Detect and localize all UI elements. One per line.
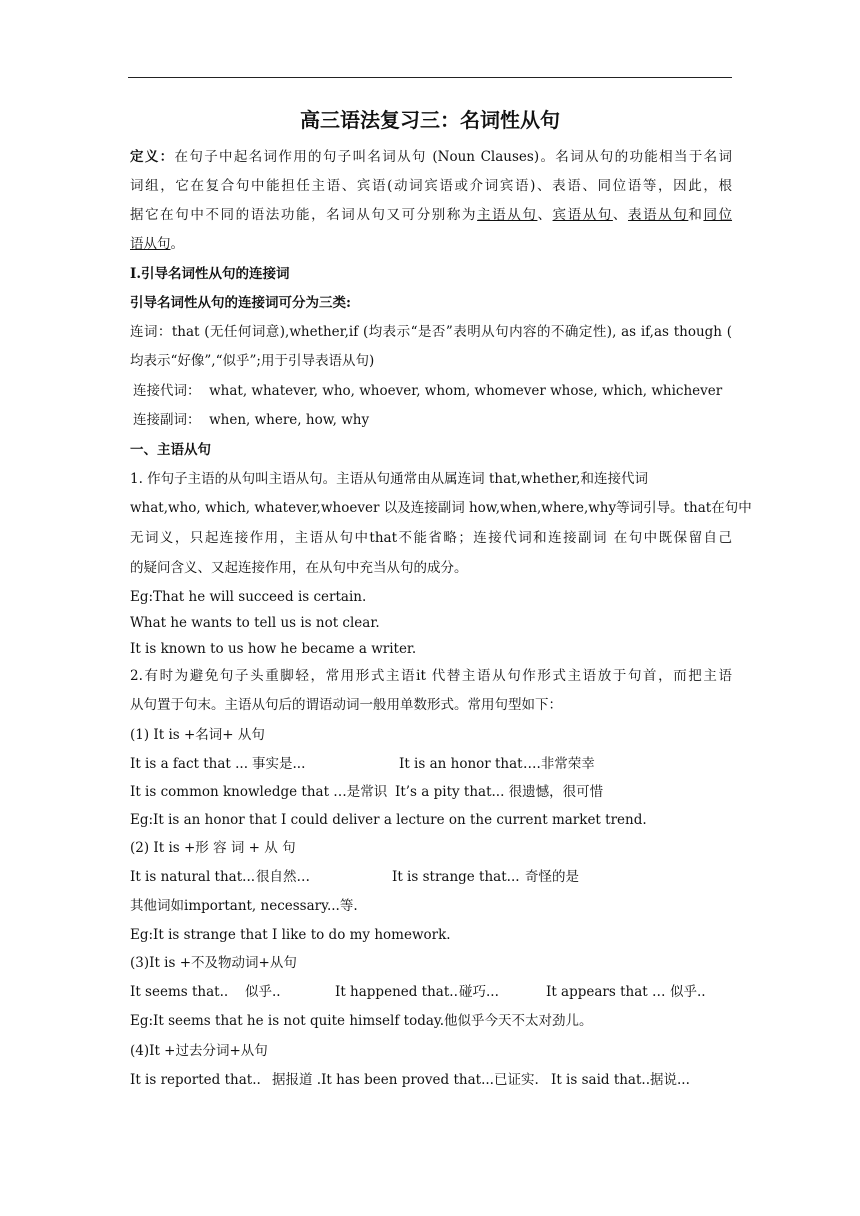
- definition-line-2: 词组，它在复合句中能担任主语、宾语(动词宾语或介词宾语)、表语、同位语等，因此，根: [130, 178, 732, 194]
- relative-adverbs-list: when, where, how, why: [209, 412, 370, 428]
- pattern-2-heading: (2) It is +形 容 词 + 从 句: [130, 840, 296, 856]
- relative-adverbs-label: 连接副词：: [133, 412, 201, 428]
- pattern-meaning: 碰巧...: [459, 984, 499, 1000]
- link-appositive-clause-part1: 同位: [703, 207, 733, 223]
- definition-text-3: 据它在句中不同的语法功能，名词从句又可分别称为: [130, 207, 478, 223]
- relative-pronouns-list: what, whatever, who, whoever, whom, whomever whose, which, whichever: [209, 383, 723, 399]
- pattern-item: It happened that..: [335, 984, 458, 1000]
- pattern-meaning: ….非常荣幸: [523, 756, 595, 772]
- conjunctions-line-1: 连词：that (无任何词意),whether,if (均表示“是否”表明从句内容的不确定性), as if,as though (: [130, 324, 732, 340]
- pattern-meaning: 似乎..: [245, 984, 281, 1000]
- period: 。: [170, 236, 184, 252]
- pattern-3-row-a: [130, 981, 732, 1003]
- subject-clause-p2-line-2: 从句置于句末。主语从句后的谓语动词一般用单数形式。常用句型如下：: [130, 697, 562, 713]
- relative-adverbs-line: [133, 409, 735, 431]
- pattern-meaning: 似乎..: [670, 984, 706, 1000]
- subject-clause-p1-line-1: 1. 作句子主语的从句叫主语从句。主语从句通常由从属连词 that,whether,和连接代词: [130, 471, 648, 487]
- pattern-4-row-a: [130, 1069, 732, 1091]
- section1-heading: I.引导名词性从句的连接词: [130, 266, 290, 282]
- pattern-meaning: 很自然…: [256, 869, 310, 885]
- subject-clause-heading: 一、主语从句: [130, 442, 211, 458]
- definition-line-1: [130, 146, 732, 168]
- pattern-1-example: Eg:It is an honor that I could deliver a lecture on the current market trend.: [130, 812, 647, 828]
- pattern-item: It is strange that...: [392, 869, 520, 885]
- definition-text-1: 在句子中起名词作用的句子叫名词从句 (Noun Clauses)。名词从句的功能相当于名词: [174, 149, 732, 165]
- subject-clause-p1-line-4: 的疑问含义、又起连接作用，在从句中充当从句的成分。: [130, 560, 468, 576]
- pattern-item: It’s a pity that... 很遗憾，很可惜: [395, 784, 604, 800]
- subject-clause-p1-line-3: 无词义，只起连接作用，主语从句中that不能省略；连接代词和连接副词 在句中既保留自己: [130, 530, 732, 546]
- pattern-item: It is common knowledge that …是常识: [130, 784, 388, 800]
- separator: 、: [537, 207, 553, 223]
- pattern-item: It is reported that..: [130, 1072, 261, 1088]
- definition-label: 定义：: [130, 149, 175, 165]
- relative-pronouns-label: 连接代词：: [133, 383, 201, 399]
- header-rule: [128, 77, 732, 78]
- example-sentence: Eg:That he will succeed is certain.: [130, 589, 367, 605]
- pattern-3-example: Eg:It seems that he is not quite himself today.他似乎今天不太对劲儿。: [130, 1013, 593, 1029]
- definition-line-4: [130, 233, 732, 255]
- pattern-meaning: 事实是...: [252, 756, 306, 772]
- pattern-2-other: 其他词如important, necessary...等.: [130, 898, 358, 914]
- relative-pronouns-line: [133, 380, 735, 402]
- example-sentence: It is known to us how he became a writer.: [130, 641, 417, 657]
- pattern-2-row-a: [130, 866, 732, 888]
- pattern-2-example: Eg:It is strange that I like to do my homework.: [130, 927, 451, 943]
- pattern-1-heading: (1) It is +名词+ 从句: [130, 727, 265, 743]
- pattern-meaning: 奇怪的是: [525, 869, 579, 885]
- conjunctions-line-2: 均表示“好像”,“似乎”;用于引导表语从句): [130, 353, 375, 369]
- pattern-item: 据报道 .It has been proved that...已证实.: [272, 1072, 539, 1088]
- pattern-4-heading: (4)It +过去分词+从句: [130, 1043, 268, 1059]
- subject-clause-p1-line-2: what,who, which, whatever,whoever 以及连接副词 how,when,where,why等词引导。that在句中: [130, 500, 752, 516]
- pattern-item: It is said that..据说...: [551, 1072, 690, 1088]
- link-subject-clause: 主语从句: [477, 207, 538, 223]
- example-sentence: What he wants to tell us is not clear.: [130, 615, 380, 631]
- definition-line-3: [130, 204, 732, 226]
- section1-subheading: 引导名词性从句的连接词可分为三类:: [130, 295, 351, 311]
- pattern-item: It appears that …: [546, 984, 666, 1000]
- pattern-1-row-b: [130, 781, 732, 803]
- pattern-3-heading: (3)It is +不及物动词+从句: [130, 955, 297, 971]
- link-appositive-clause-part2: 语从句: [130, 236, 171, 252]
- pattern-1-row-a: [130, 753, 732, 775]
- pattern-item: It is an honor that: [399, 756, 523, 772]
- conjunction: 和: [688, 207, 704, 223]
- pattern-item: It seems that..: [130, 984, 229, 1000]
- link-predicative-clause: 表语从句: [627, 207, 689, 223]
- link-object-clause: 宾语从句: [552, 207, 613, 223]
- page-title: 高三语法复习三：名词性从句: [300, 108, 560, 132]
- separator: 、: [612, 207, 628, 223]
- subject-clause-p2-line-1: 2.有时为避免句子头重脚轻，常用形式主语it 代替主语从句作形式主语放于句首，而把主语: [130, 668, 732, 684]
- pattern-item: It is a fact that ...: [130, 756, 249, 772]
- pattern-item: It is natural that...: [130, 869, 256, 885]
